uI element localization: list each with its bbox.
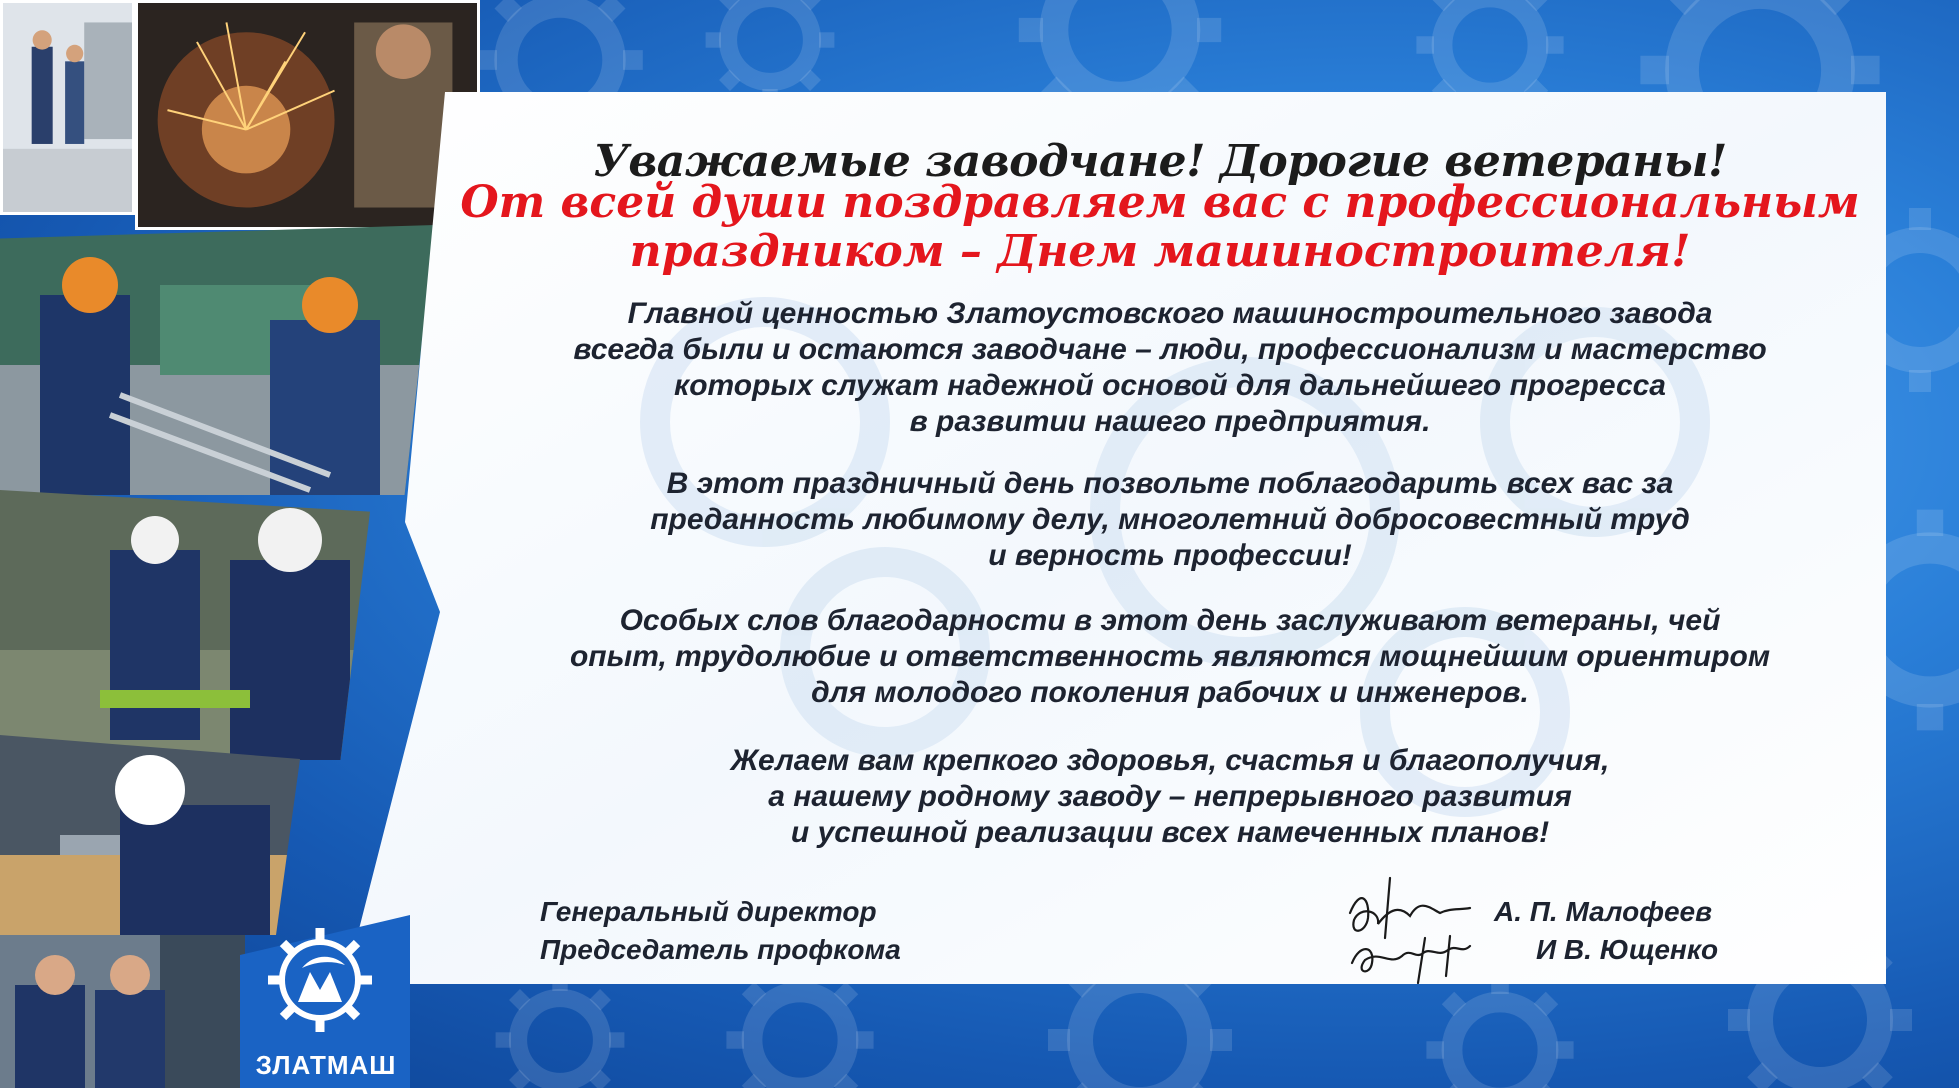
paragraph-line: всегда были и остаются заводчане – люди, профессионализм и мастерство: [573, 333, 1767, 366]
paragraph-line: и успешной реализации всех намеченных планов!: [790, 816, 1550, 849]
name-malofeev: А. П. Малофеев: [1494, 896, 1713, 927]
position-union-chairman: Председатель профкома: [540, 934, 901, 965]
paragraph-line: Желаем вам крепкого здоровья, счастья и благополучия,: [730, 744, 1610, 777]
paragraph-line: Особых слов благодарности в этот день заслуживают ветераны, чей: [619, 604, 1721, 637]
zlatmash-logo-text: ЗЛАТМАШ: [255, 1050, 397, 1080]
paragraph-line: которых служат надежной основой для дальнейшего прогресса: [673, 369, 1666, 402]
engineers-photo: [0, 935, 245, 1088]
signatory-names: [1494, 893, 1718, 969]
signatory-positions: [540, 893, 901, 969]
paragraph-2: [420, 466, 1920, 574]
greeting-title: Уважаемые заводчане! Дорогие ветераны!: [593, 136, 1727, 187]
paragraph-1: [420, 296, 1920, 440]
paragraph-line: Главной ценностью Златоустовского машиностроительного завода: [627, 297, 1713, 330]
paragraph-line: для молодого поколения рабочих и инженеров.: [811, 676, 1529, 709]
congratulation-line-2: праздником – Днем машиностроителя!: [629, 226, 1691, 277]
paragraph-4: [420, 743, 1920, 851]
women-workers-photo: [0, 490, 370, 760]
handwritten-signature: [1330, 858, 1490, 988]
worker-white-helmet-photo: [0, 735, 300, 935]
paragraph-line: преданность любимому делу, многолетний добросовестный труд: [650, 503, 1690, 536]
paragraph-line: и верность профессии!: [988, 539, 1352, 572]
paragraph-line: опыт, трудолюбие и ответственность являются мощнейшим ориентиром: [569, 640, 1771, 673]
position-general-director: Генеральный директор: [540, 896, 877, 927]
paragraph-line: В этот праздничный день позвольте поблагодарить всех вас за: [666, 467, 1674, 500]
name-yushchenko: И В. Ющенко: [1536, 934, 1719, 965]
paragraph-line: в развитии нашего предприятия.: [909, 405, 1431, 438]
paragraph-line: а нашему родному заводу – непрерывного развития: [768, 780, 1572, 813]
factory-workers-photo: [0, 0, 135, 215]
paragraph-3: [420, 603, 1920, 711]
congratulation-line-1: От всей души поздравляем вас с профессиональным: [460, 177, 1860, 228]
